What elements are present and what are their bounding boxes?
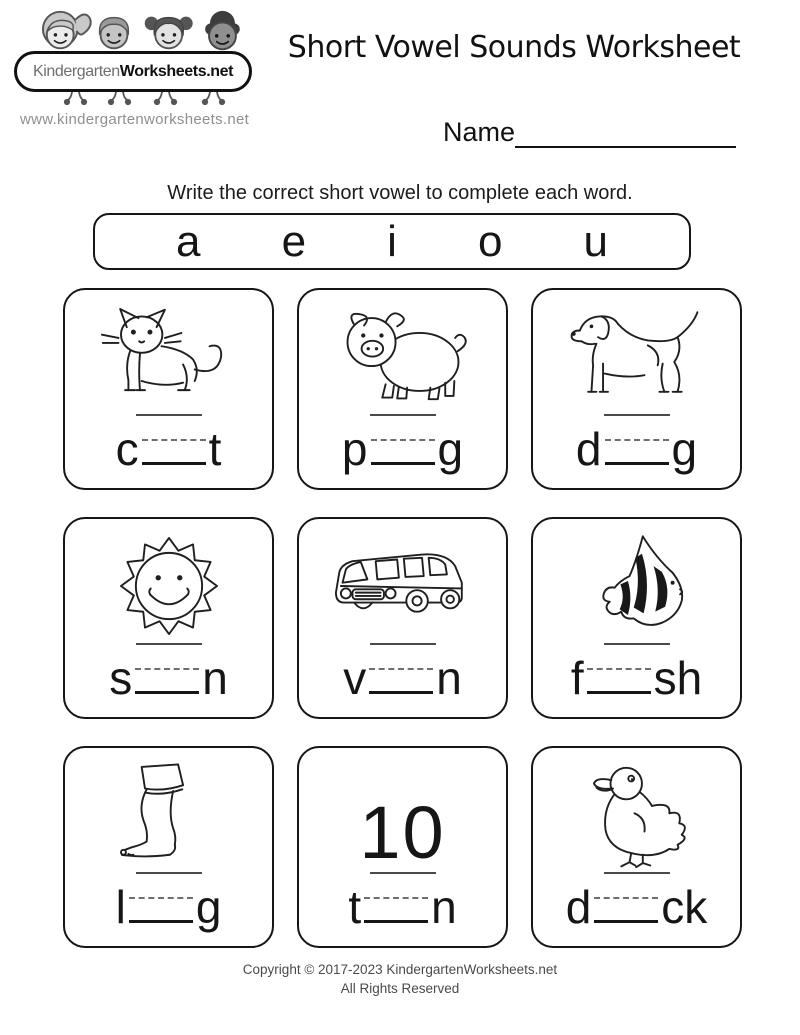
word-row [115, 881, 222, 933]
ten-image [359, 756, 446, 874]
card-ten [297, 746, 508, 948]
picture-ground-line [136, 872, 202, 874]
word-prefix: d [575, 423, 602, 475]
word-row [341, 423, 464, 475]
logo-site-name-part2: Worksheets.net [119, 62, 234, 80]
word-suffix: n [431, 881, 457, 933]
worksheet-grid [63, 288, 742, 948]
word-prefix: t [348, 881, 362, 933]
vowel-a: a [176, 216, 201, 266]
word-suffix: g [195, 881, 222, 933]
answer-blank[interactable] [369, 668, 433, 694]
word-prefix: d [565, 881, 592, 933]
word-suffix: n [202, 652, 228, 704]
leg-image [90, 756, 248, 868]
answer-blank[interactable] [587, 668, 651, 694]
answer-blank[interactable] [605, 439, 669, 465]
answer-blank[interactable] [142, 439, 206, 465]
logo-site-name-part1: Kindergarten [32, 62, 120, 80]
word-suffix: sh [653, 652, 703, 704]
word-suffix: ck [661, 881, 708, 933]
word-row [570, 652, 703, 704]
word-row [109, 652, 228, 704]
vowel-u: u [583, 216, 608, 266]
vowel-i: i [387, 216, 397, 266]
picture-ground-line [604, 643, 670, 645]
footer-rights: All Rights Reserved [340, 980, 460, 996]
word-prefix: c [115, 423, 139, 475]
cat-image [90, 298, 248, 410]
word-row [348, 881, 457, 933]
answer-blank[interactable] [371, 439, 435, 465]
kids-heads-icon [25, 8, 250, 56]
answer-blank[interactable] [135, 668, 199, 694]
picture-ground-line [604, 872, 670, 874]
picture-ground-line [604, 414, 670, 416]
pig-image [324, 298, 482, 410]
card-dog [531, 288, 742, 490]
sun-image [90, 527, 248, 639]
word-suffix: n [436, 652, 462, 704]
picture-ground-line [136, 414, 202, 416]
kids-legs-icon [32, 92, 242, 106]
page-title: Short Vowel Sounds Worksheet [287, 30, 741, 65]
answer-blank[interactable] [129, 897, 193, 923]
page-footer [0, 961, 800, 999]
card-duck [531, 746, 742, 948]
site-url: www.kindergartenworksheets.net [20, 111, 250, 128]
word-suffix: g [437, 423, 464, 475]
vowel-bank [93, 213, 691, 270]
word-row [343, 652, 462, 704]
answer-blank[interactable] [364, 897, 428, 923]
word-suffix: t [208, 423, 222, 475]
site-logo [14, 8, 260, 128]
card-sun [63, 517, 274, 719]
logo-pill [14, 51, 252, 92]
footer-copyright: Copyright © 2017-2023 KindergartenWorksheets.net [242, 962, 558, 977]
number-ten-text: 10 [359, 790, 446, 874]
vowel-e: e [281, 216, 307, 266]
word-prefix: l [115, 881, 126, 933]
picture-ground-line [136, 643, 202, 645]
word-row [575, 423, 698, 475]
word-row [565, 881, 708, 933]
fish-image [558, 527, 716, 639]
name-label: Name [443, 117, 516, 147]
name-write-line[interactable] [515, 120, 736, 148]
card-fish [531, 517, 742, 719]
word-prefix: p [341, 423, 368, 475]
word-prefix: v [343, 652, 367, 704]
answer-blank[interactable] [594, 897, 658, 923]
word-prefix: s [109, 652, 133, 704]
card-van [297, 517, 508, 719]
card-cat [63, 288, 274, 490]
van-image [324, 527, 482, 639]
word-row [115, 423, 222, 475]
name-row [443, 116, 736, 148]
picture-ground-line [370, 414, 436, 416]
instruction-text: Write the correct short vowel to complete each word. [167, 182, 633, 204]
dog-image [558, 298, 716, 410]
picture-ground-line [370, 872, 436, 874]
card-pig [297, 288, 508, 490]
picture-ground-line [370, 643, 436, 645]
card-leg [63, 746, 274, 948]
word-prefix: f [570, 652, 584, 704]
duck-image [558, 756, 716, 868]
word-suffix: g [671, 423, 698, 475]
vowel-o: o [477, 216, 503, 266]
